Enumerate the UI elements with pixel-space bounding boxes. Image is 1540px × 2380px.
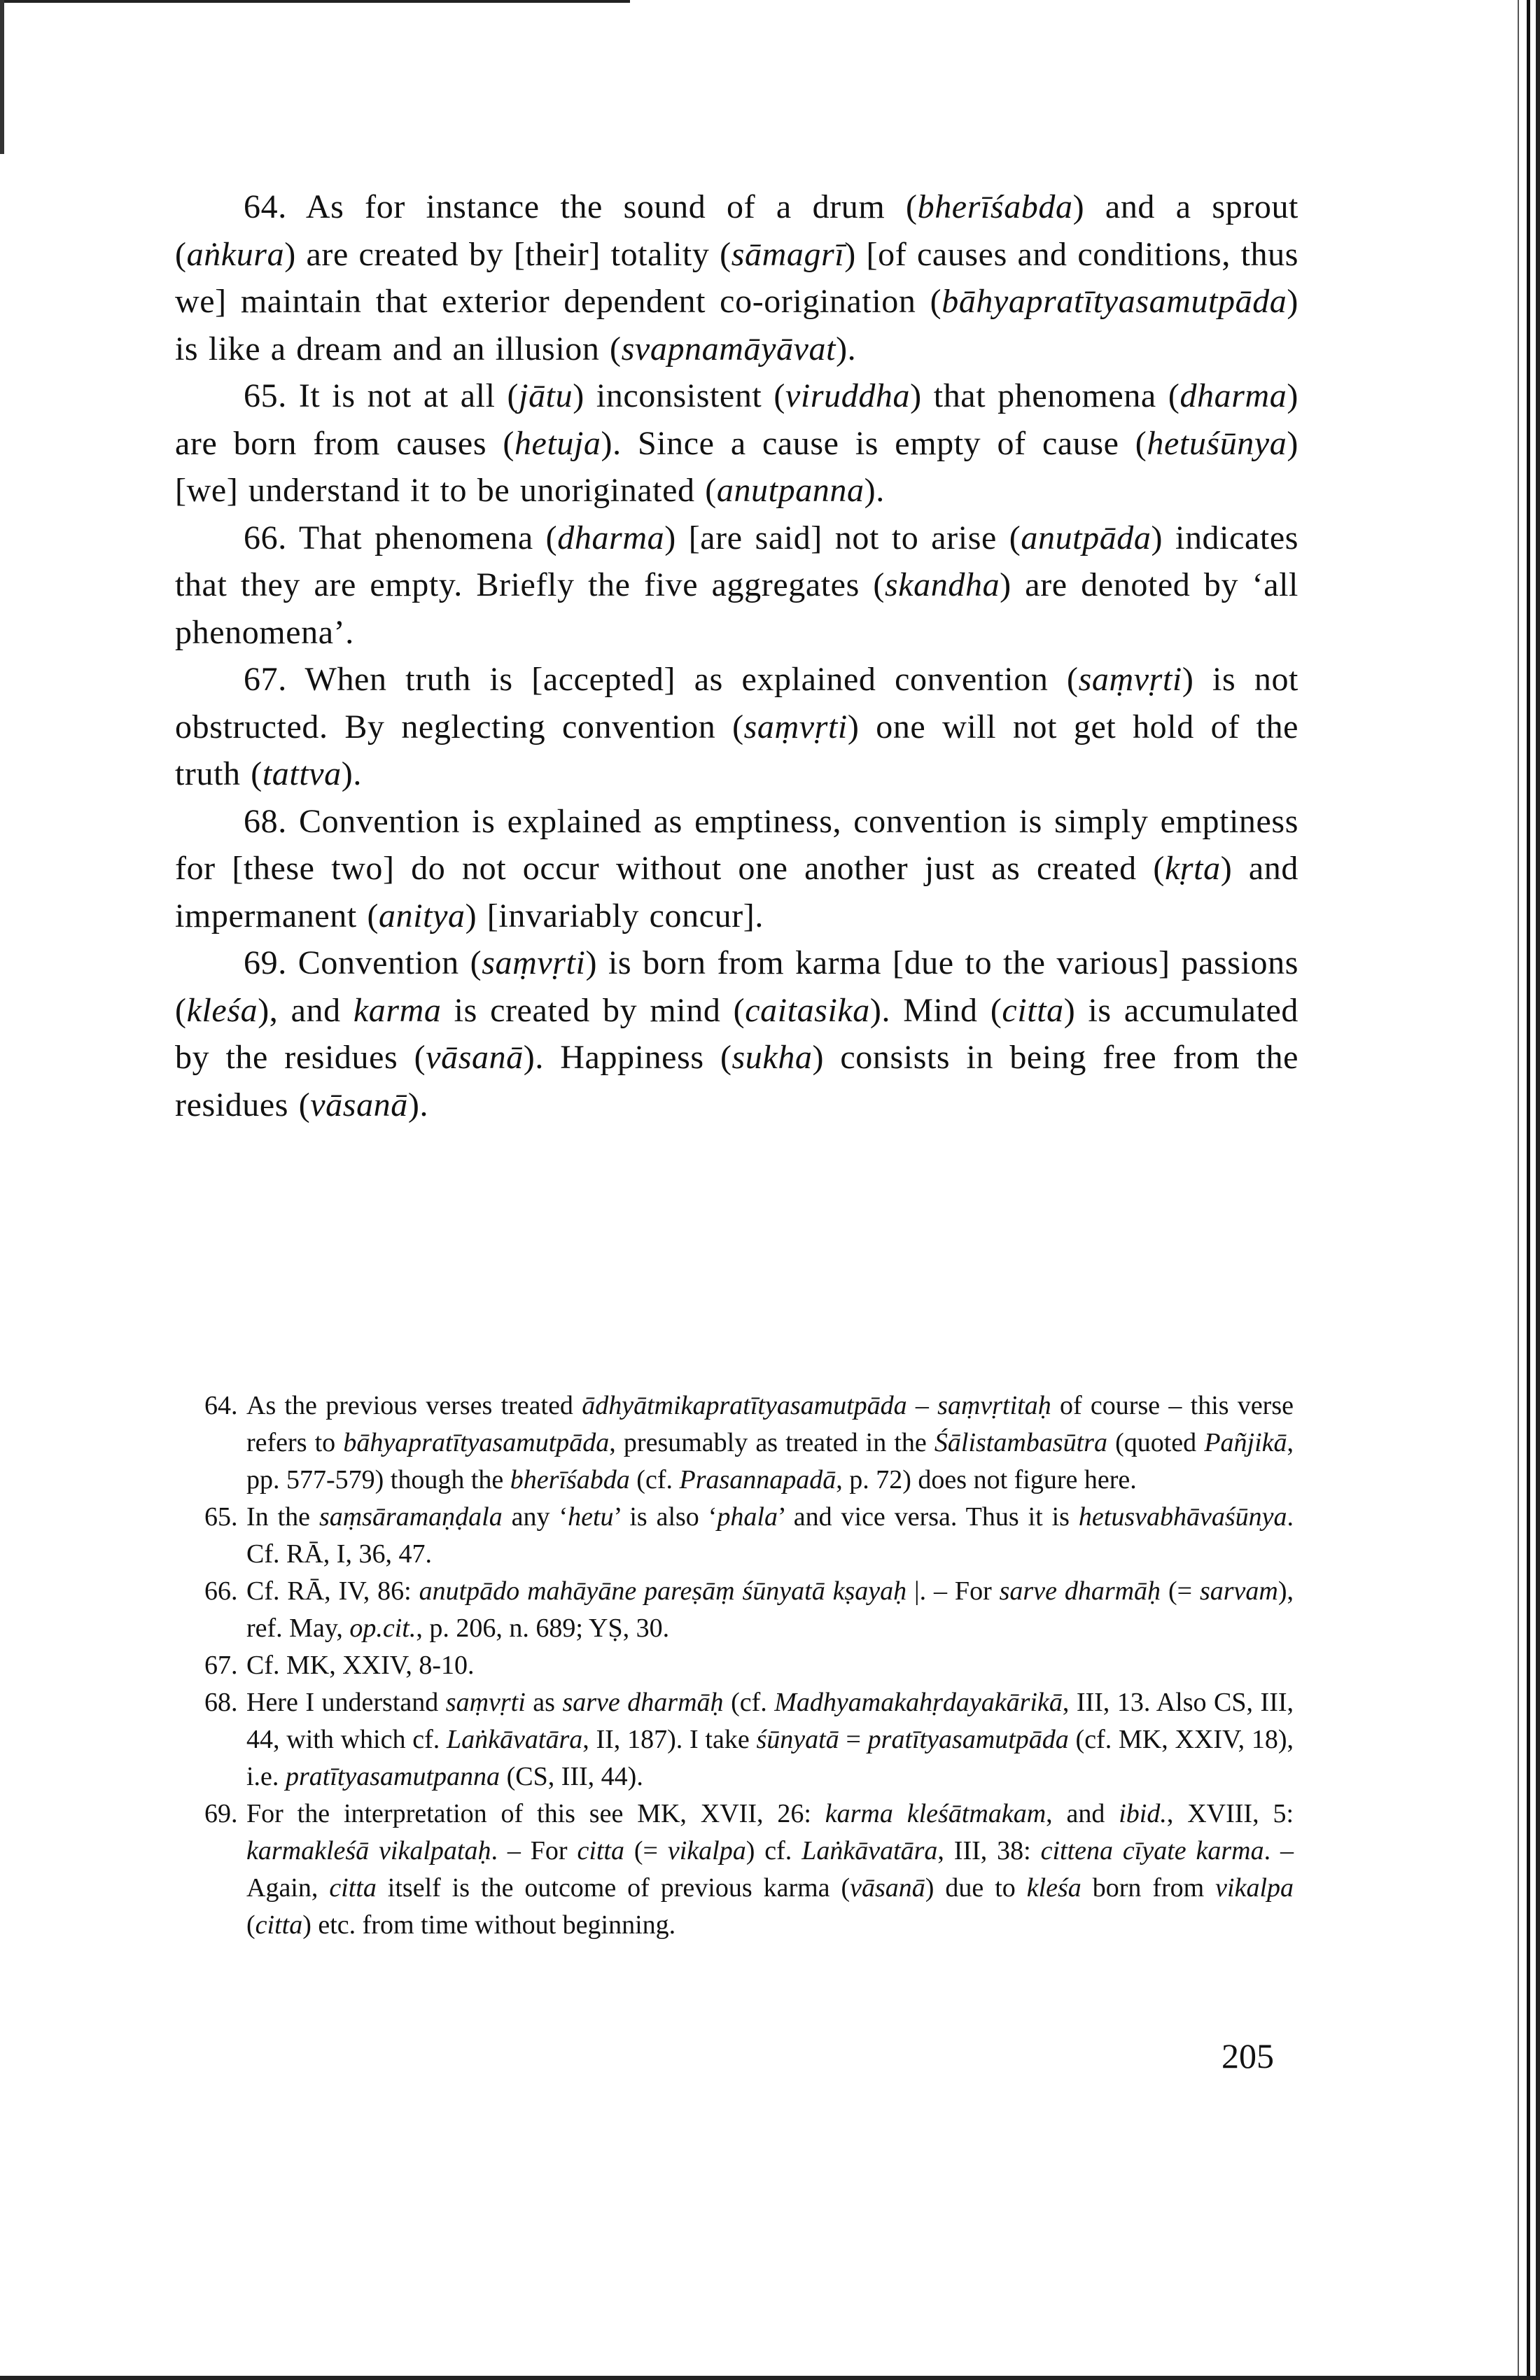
italic-term: jātu	[519, 377, 573, 414]
italic-term: saṃvṛti	[482, 944, 586, 981]
text-run: 69. Convention (	[244, 944, 482, 981]
italic-term: viruddha	[785, 377, 911, 414]
verse-paragraph	[175, 372, 1298, 514]
italic-term: anutpādo mahāyāne pareṣāṃ śūnyatā kṣayaḥ	[419, 1576, 907, 1606]
italic-term: phala	[717, 1502, 778, 1532]
footnote-number: 65.	[204, 1502, 238, 1532]
text-run: ) are born from causes (	[175, 377, 1298, 462]
italic-term: vikalpa	[1215, 1873, 1294, 1903]
verse-paragraph	[175, 514, 1298, 657]
footnote-number: 64.	[204, 1391, 238, 1420]
text-run: , III, 13. Also CS, III, 44, with which cf.	[246, 1688, 1294, 1754]
italic-term: pratītyasamutpāda	[867, 1725, 1069, 1754]
italic-term: dharma	[1180, 377, 1287, 414]
text-run: ), ref. May,	[246, 1576, 1294, 1643]
text-run: ) and a sprout (	[175, 188, 1298, 273]
italic-term: kṛta	[1164, 850, 1221, 887]
text-run: ) inconsistent (	[573, 377, 785, 414]
text-run: 66. That phenomena (	[244, 519, 558, 556]
italic-term: aṅkura	[186, 235, 285, 273]
footnote	[204, 1387, 1294, 1499]
italic-term: bāhyapratītyasamutpāda	[343, 1428, 610, 1457]
italic-term: sarve dharmāḥ	[999, 1576, 1161, 1606]
italic-term: cittena cīyate karma	[1040, 1836, 1264, 1865]
main-text	[175, 183, 1298, 1128]
italic-term: saṃvṛti	[445, 1688, 526, 1717]
text-run: (cf.	[723, 1688, 775, 1717]
italic-term: sarve dharmāḥ	[562, 1688, 724, 1717]
italic-term: vāsanā	[850, 1873, 925, 1903]
italic-term: ibid.	[1119, 1799, 1167, 1828]
footnote	[204, 1573, 1294, 1647]
text-run: As the previous verses treated	[246, 1391, 582, 1420]
text-run: ) is accumulated by the residues (	[175, 991, 1299, 1076]
italic-term: skandha	[884, 566, 1000, 603]
italic-term: svapnamāyāvat	[621, 330, 836, 368]
text-run: ) cf.	[746, 1836, 802, 1865]
text-run: ). Mind (	[869, 991, 1002, 1029]
text-run: . Cf. RĀ, I, 36, 47.	[246, 1502, 1294, 1569]
text-run: of course – this verse refers to	[246, 1391, 1294, 1457]
text-run: ) [are said] not to arise (	[664, 519, 1021, 556]
text-run: , p. 72) does not figure here.	[836, 1465, 1137, 1494]
italic-term: citta	[577, 1836, 624, 1865]
italic-term: Prasannapadā	[679, 1465, 836, 1494]
footnote-number: 67.	[204, 1651, 238, 1680]
italic-term: vāsanā	[310, 1086, 408, 1124]
scan-edge-right-outer	[1536, 0, 1540, 2380]
italic-term: saṃvṛti	[1078, 661, 1182, 698]
text-run: ) indicates that they are empty. Briefly the five aggregates (	[175, 519, 1299, 603]
text-run: 65. It is not at all (	[244, 377, 519, 414]
text-run: (cf. MK, XXIV, 18), i.e.	[246, 1725, 1294, 1791]
text-run: ) consists in being free from the residues (	[175, 1039, 1298, 1124]
text-run: (cf.	[629, 1465, 680, 1494]
italic-term: śūnyatā	[756, 1725, 839, 1754]
italic-term: vāsanā	[426, 1039, 524, 1076]
scan-edge-right	[1527, 0, 1530, 2380]
text-run: ).	[864, 472, 885, 509]
text-run: ) is like a dream and an illusion (	[175, 283, 1298, 368]
italic-term: kleśa	[1026, 1873, 1082, 1903]
text-run: , and	[1046, 1799, 1119, 1828]
italic-term: Śālistambasūtra	[934, 1428, 1107, 1457]
scan-edge-top	[0, 0, 630, 3]
italic-term: hetusvabhāvaśūnya	[1078, 1502, 1287, 1532]
text-run: ’ and vice versa. Thus it is	[777, 1502, 1079, 1532]
italic-term: citta	[329, 1873, 377, 1903]
footnote-number: 69.	[204, 1799, 238, 1828]
text-run: (=	[624, 1836, 668, 1865]
text-run: is created by mind (	[441, 991, 746, 1029]
text-run: ) etc. from time without beginning.	[302, 1910, 676, 1940]
verse-paragraph	[175, 798, 1298, 940]
text-run: |. – For	[906, 1576, 1000, 1606]
italic-term: sāmagrī	[731, 235, 845, 273]
italic-term: saṃsāramaṇḍala	[318, 1502, 503, 1532]
italic-term: hetuśūnya	[1147, 424, 1287, 462]
text-run: (	[246, 1910, 255, 1940]
text-run: , XVIII, 5:	[1166, 1799, 1294, 1828]
text-run: , II, 187). I take	[582, 1725, 757, 1754]
italic-term: anitya	[379, 897, 465, 934]
text-run: ), and	[258, 991, 354, 1029]
text-run: Cf. MK, XXIV, 8-10.	[246, 1651, 475, 1680]
text-run: ) are denoted by ‘all phenomena’.	[175, 566, 1298, 651]
page-number: 205	[1222, 2036, 1274, 2076]
italic-term: hetu	[568, 1502, 614, 1532]
italic-term: citta	[255, 1910, 303, 1940]
text-run: ) are created by [their] totality (	[284, 235, 732, 273]
text-run: ).	[836, 330, 857, 368]
italic-term: karmakleśā vikalpataḥ	[246, 1836, 491, 1865]
text-run: (quoted	[1107, 1428, 1205, 1457]
footnote	[204, 1684, 1294, 1795]
text-run: , presumably as treated in the	[609, 1428, 934, 1457]
italic-term: Laṅkāvatāra	[447, 1725, 583, 1754]
text-run: In the	[246, 1502, 319, 1532]
text-run: (=	[1161, 1576, 1200, 1606]
italic-term: bherīśabda	[917, 188, 1073, 225]
italic-term: pratītyasamutpanna	[285, 1762, 500, 1791]
text-run: 64. As for instance the sound of a drum (	[244, 188, 918, 225]
text-run: , p. 206, n. 689; YṢ, 30.	[416, 1614, 670, 1643]
text-run: ) is not obstructed. By neglecting convention (	[175, 661, 1298, 746]
text-run: ).	[407, 1086, 429, 1124]
text-run: ). Happiness (	[523, 1039, 732, 1076]
italic-term: dharma	[557, 519, 665, 556]
text-run: (CS, III, 44).	[500, 1762, 643, 1791]
text-run: ) is born from karma [due to the various] passions (	[175, 944, 1299, 1029]
italic-term: anutpanna	[716, 472, 864, 509]
text-run: ) due to	[925, 1873, 1027, 1903]
text-run: ) [invariably concur].	[465, 897, 764, 934]
italic-term: kleśa	[186, 991, 258, 1029]
text-run: any ‘	[502, 1502, 568, 1532]
text-run: . – Again,	[246, 1836, 1294, 1903]
italic-term: sarvam	[1199, 1576, 1278, 1606]
text-run: ) [of causes and conditions, thus we] maintain that exterior dependent co-origination (	[175, 235, 1299, 320]
text-run: ) and impermanent (	[175, 850, 1299, 934]
footnote	[204, 1499, 1294, 1573]
italic-term: ādhyātmikapratītyasamutpāda – saṃvṛtitaḥ	[582, 1391, 1051, 1420]
footnote-number: 68.	[204, 1688, 238, 1717]
italic-term: saṃvṛti	[743, 708, 848, 746]
italic-term: hetuja	[514, 424, 601, 462]
italic-term: Madhyamakahṛdayakārikā	[774, 1688, 1063, 1717]
text-run: ). Since a cause is empty of cause (	[601, 424, 1147, 462]
text-run: , pp. 577-579) though the	[246, 1428, 1294, 1494]
verse-paragraph	[175, 656, 1298, 798]
verse-paragraph	[175, 183, 1298, 372]
italic-term: Laṅkāvatāra	[802, 1836, 938, 1865]
italic-term: bāhyapratītyasamutpāda	[941, 283, 1287, 320]
italic-term: karma	[353, 991, 442, 1029]
italic-term: citta	[1002, 991, 1064, 1029]
text-run: 67. When truth is [accepted] as explained convention (	[244, 661, 1079, 698]
text-run: born from	[1081, 1873, 1216, 1903]
italic-term: anutpāda	[1021, 519, 1152, 556]
text-run: , III, 38:	[937, 1836, 1041, 1865]
text-run: . – For	[491, 1836, 578, 1865]
footnote	[204, 1795, 1294, 1944]
text-run: ).	[341, 755, 362, 792]
text-run: ) that phenomena (	[910, 377, 1180, 414]
text-run: Cf. RĀ, IV, 86:	[246, 1576, 419, 1606]
italic-term: sukha	[732, 1039, 813, 1076]
italic-term: tattva	[262, 755, 342, 792]
italic-term: karma kleśātmakam	[825, 1799, 1046, 1828]
text-run: itself is the outcome of previous karma (	[376, 1873, 850, 1903]
footnotes	[204, 1387, 1294, 1944]
italic-term: caitasika	[745, 991, 870, 1029]
footnote	[204, 1647, 1294, 1684]
text-run: For the interpretation of this see MK, XVII, 26:	[246, 1799, 825, 1828]
text-run: ) one will not get hold of the truth (	[175, 708, 1298, 792]
text-run: Here I understand	[246, 1688, 446, 1717]
scan-edge-bottom	[0, 2376, 1540, 2380]
text-run: ) [we] understand it to be unoriginated (	[175, 424, 1298, 509]
text-run: 68. Convention is explained as emptiness, convention is simply emptiness for [these two] do not occur without one another just as created (	[175, 802, 1298, 887]
italic-term: bherīśabda	[510, 1465, 630, 1494]
scan-edge-right-thin	[1518, 0, 1519, 2380]
italic-term: Pañjikā	[1204, 1428, 1287, 1457]
italic-term: vikalpa	[667, 1836, 746, 1865]
scan-edge-left	[0, 0, 4, 154]
text-run: ’ is also ‘	[613, 1502, 718, 1532]
italic-term: op.cit.	[349, 1614, 416, 1643]
text-run: =	[839, 1725, 868, 1754]
footnote-number: 66.	[204, 1576, 238, 1606]
verse-paragraph	[175, 939, 1298, 1128]
text-run: as	[525, 1688, 563, 1717]
